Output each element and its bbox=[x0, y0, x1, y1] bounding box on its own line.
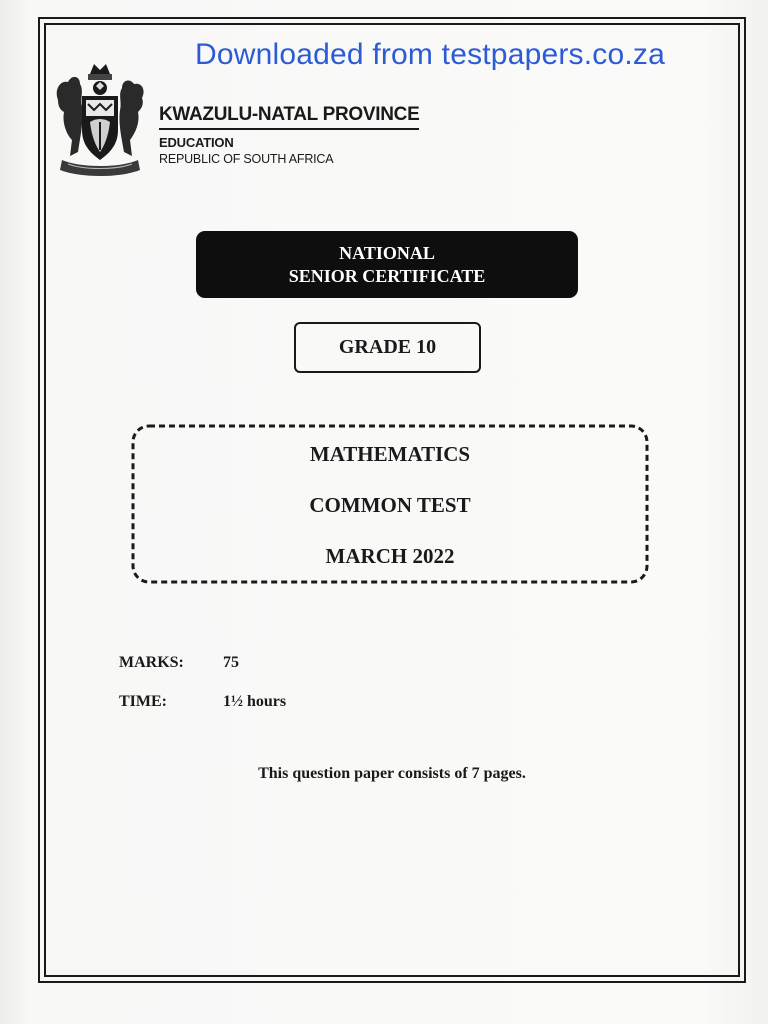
department-name: EDUCATION bbox=[159, 135, 234, 150]
marks-value: 75 bbox=[223, 654, 239, 671]
marks-label: MARKS: bbox=[119, 654, 184, 671]
download-watermark: Downloaded from testpapers.co.za bbox=[195, 38, 665, 71]
nsc-banner bbox=[196, 231, 578, 298]
time-value: 1½ hours bbox=[223, 693, 287, 710]
test-type: COMMON TEST bbox=[309, 493, 471, 517]
grade-box: GRADE 10 bbox=[294, 322, 481, 373]
coat-of-arms-icon bbox=[50, 60, 150, 180]
nsc-line-1: NATIONAL bbox=[339, 243, 435, 263]
page-count-note: This question paper consists of 7 pages. bbox=[258, 765, 526, 782]
province-underline bbox=[159, 128, 419, 130]
test-date: MARCH 2022 bbox=[325, 544, 455, 568]
subject-name: MATHEMATICS bbox=[309, 442, 471, 466]
time-label: TIME: bbox=[119, 693, 167, 710]
nsc-line-2: SENIOR CERTIFICATE bbox=[288, 266, 486, 286]
province-name: KWAZULU-NATAL PROVINCE bbox=[159, 104, 420, 125]
country-name: REPUBLIC OF SOUTH AFRICA bbox=[159, 152, 334, 166]
